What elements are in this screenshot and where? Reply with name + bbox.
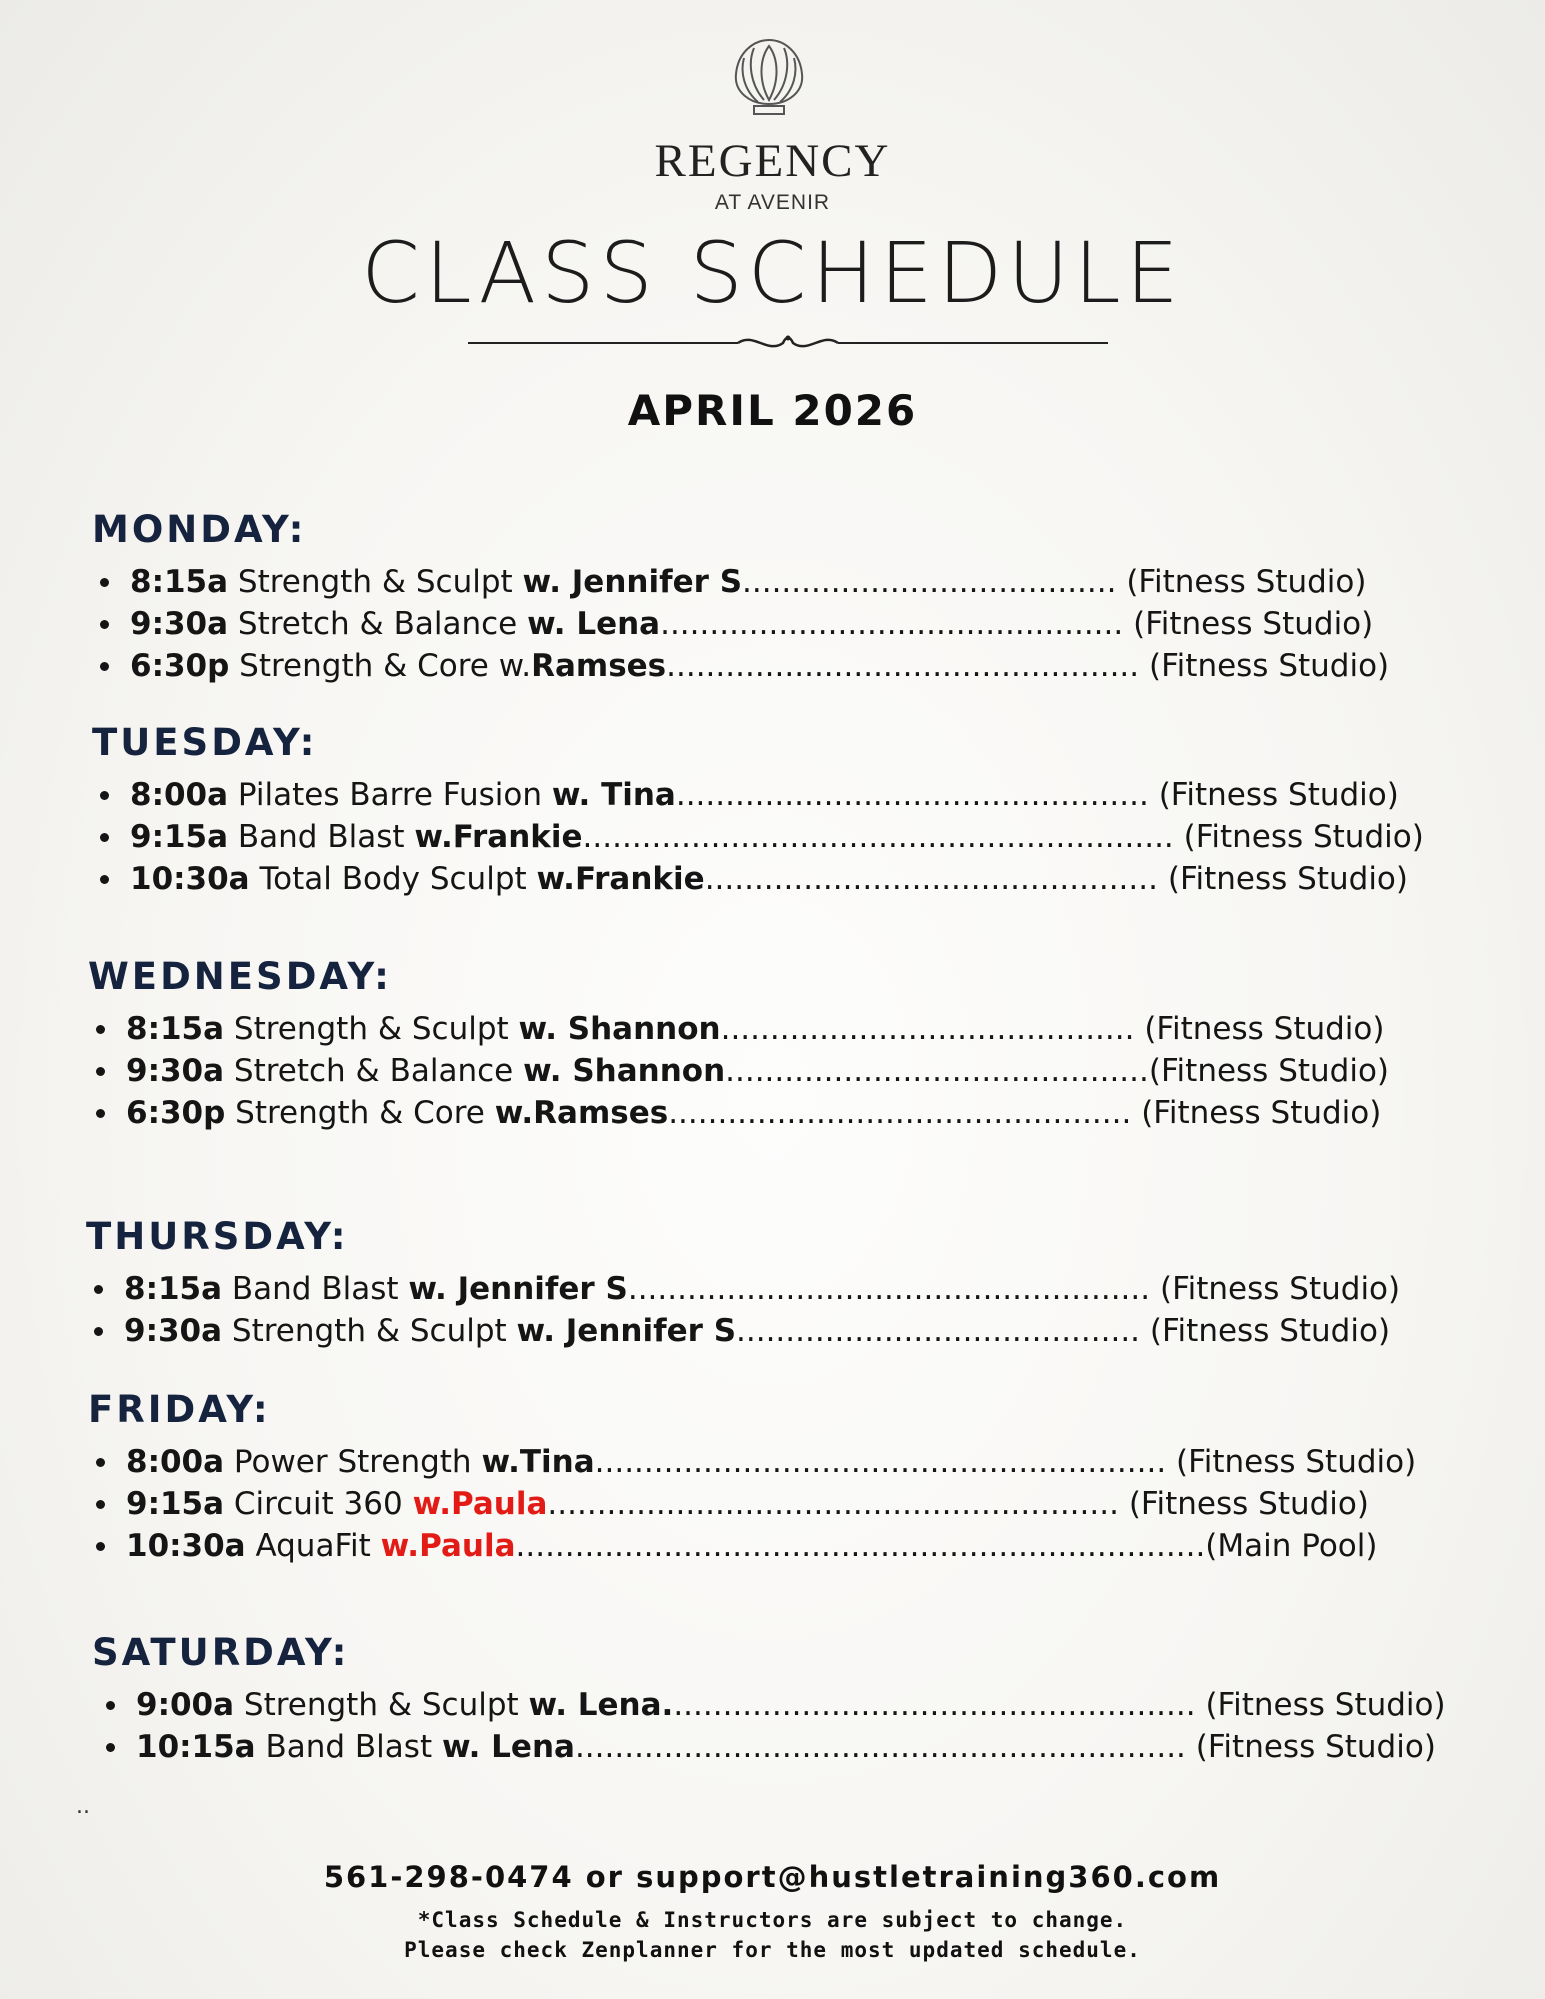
class-item: 10:30a Total Body Sculpt w.Frankie.............................................. (Fitness Studio) — [92, 858, 1424, 900]
day-heading: TUESDAY: — [92, 721, 318, 764]
class-item: 8:00a Pilates Barre Fusion w. Tina................................................ (Fitness Studio) — [92, 774, 1424, 816]
class-item: 10:30a AquaFit w.Paula......................................................................(Main Pool) — [88, 1525, 1416, 1567]
day-section-thursday — [86, 1215, 1400, 1352]
class-item: 6:30p Strength & Core w.Ramses............................................... (Fitness Studio) — [88, 1092, 1389, 1134]
day-section-saturday — [92, 1631, 1446, 1768]
contact-line: 561-298-0474 or support@hustletraining360.com — [323, 1860, 1222, 1894]
shell-logo-icon — [724, 34, 814, 118]
day-heading: SATURDAY: — [92, 1631, 350, 1674]
ornament-divider-icon — [468, 330, 1108, 356]
disclaimer-line-1: *Class Schedule & Instructors are subject to change. — [417, 1908, 1128, 1932]
class-item: 6:30p Strength & Core w.Ramses................................................ (Fitness Studio) — [92, 645, 1389, 687]
day-heading: WEDNESDAY: — [88, 955, 392, 998]
brand-name: REGENCY — [654, 135, 891, 187]
instructor-highlight: w.Paula — [380, 1528, 516, 1564]
class-item: 9:30a Stretch & Balance w. Lena............................................... (Fitness Studio) — [92, 603, 1389, 645]
day-heading: THURSDAY: — [86, 1215, 349, 1258]
instructor-highlight: w.Paula — [412, 1486, 548, 1522]
class-item: 10:15a Band Blast w. Lena.............................................................. (Fitness Studio) — [98, 1726, 1446, 1768]
day-heading: MONDAY: — [92, 508, 307, 551]
day-section-wednesday — [88, 955, 1389, 1134]
class-item: 9:00a Strength & Sculpt w. Lena...................................................... (Fitness Studio) — [98, 1684, 1446, 1726]
class-item: 9:30a Stretch & Balance w. Shannon...........................................(Fitness Studio) — [88, 1050, 1389, 1092]
class-item: 9:15a Circuit 360 w.Paula.......................................................... (Fitness Studio) — [88, 1483, 1416, 1525]
class-item: 9:30a Strength & Sculpt w. Jennifer S......................................... (Fitness Studio) — [86, 1310, 1400, 1352]
day-section-tuesday — [92, 721, 1424, 900]
stray-dots: .. — [76, 1794, 90, 1819]
class-item: 8:15a Strength & Sculpt w. Jennifer S...................................... (Fitness Studio) — [92, 561, 1389, 603]
class-item: 8:15a Band Blast w. Jennifer S..................................................... (Fitness Studio) — [86, 1268, 1400, 1310]
schedule-month: APRIL 2026 — [627, 386, 918, 435]
class-item: 8:15a Strength & Sculpt w. Shannon.......................................... (Fitness Studio) — [88, 1008, 1389, 1050]
brand-subtitle: AT AVENIR — [714, 191, 831, 214]
day-heading: FRIDAY: — [88, 1388, 271, 1431]
disclaimer-line-2: Please check Zenplanner for the most updated schedule. — [404, 1938, 1141, 1962]
day-section-friday — [88, 1388, 1416, 1567]
page-title: CLASS SCHEDULE — [361, 224, 1184, 322]
class-item: 9:15a Band Blast w.Frankie............................................................ (Fitness Studio) — [92, 816, 1424, 858]
class-item: 8:00a Power Strength w.Tina.......................................................... (Fitness Studio) — [88, 1441, 1416, 1483]
day-section-monday — [92, 508, 1389, 687]
